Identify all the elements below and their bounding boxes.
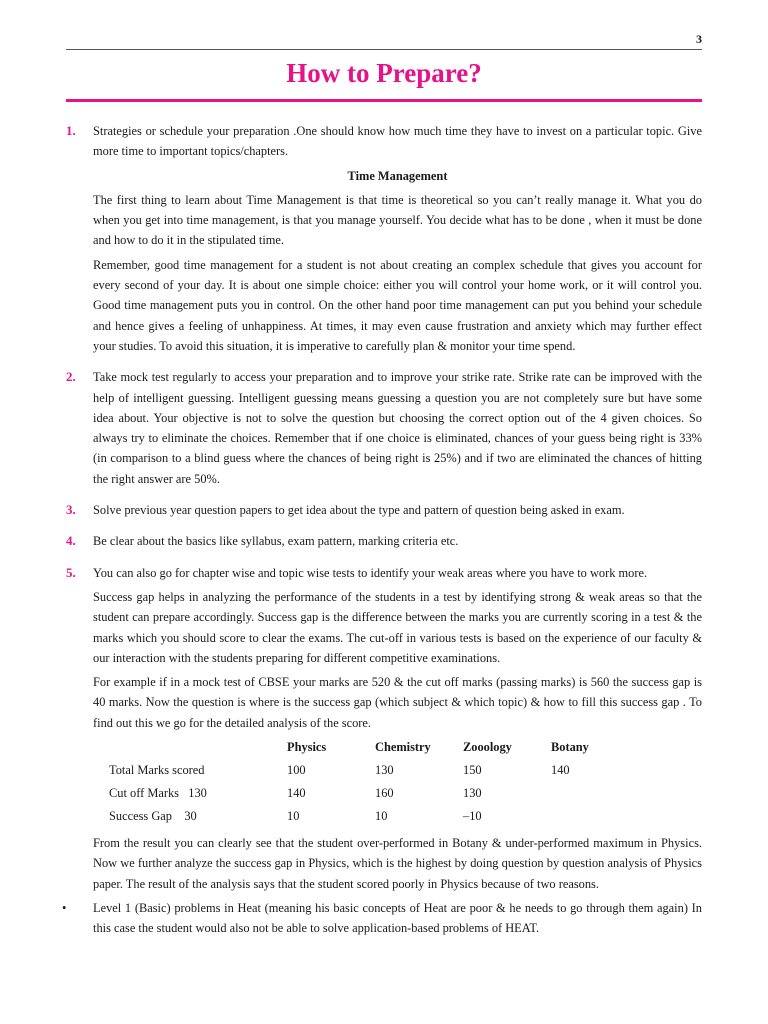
table-cell: –10 — [463, 809, 482, 824]
table-cell: 160 — [375, 786, 394, 801]
table-cell: 140 — [551, 763, 570, 778]
time-management-heading: Time Management — [347, 168, 448, 183]
table-cell: 100 — [287, 763, 306, 778]
list-item-3 — [66, 500, 702, 520]
paragraph: Remember, good time management for a student is not about creating an complex schedule that gives you account for every second of your day. It is about one simple choice: either you will control your home work, or it will control you. Good time management puts you in control. On the other hand poor time management can put you behind your schedule and hence gives a feeling of unhappiness. At times, it may even cause frustration and anxiety which may further effect your studies. To avoid this situation, it is imperative to carefully plan & monitor your time spend. — [93, 257, 702, 353]
table-header — [109, 737, 287, 760]
list-item-1 — [66, 121, 702, 356]
list-item-2 — [66, 367, 702, 489]
table-row — [109, 806, 631, 829]
paragraph: Take mock test regularly to access your preparation and to improve your strike rate. Strike rate can be improved with the help of intelligent guessing. Intelligent guessing means guessing a question you are not completely sure but have some idea about. Your objective is not to solve the question but choosing the correct option out of the 4 given choices. So always try to eliminate the choices. Remember that if one choice is eliminated, chances of your guess being right is 33% (in comparison to a blind guess where the chances of being right is 25%) and if two are eliminated the chances of hitting the right answer are 50%. — [93, 370, 702, 486]
paragraph: The first thing to learn about Time Management is that time is theoretical so you can’t really manage it. What you do when you get into time management, is that you manage yourself. You decide what has to be done , when it must be done and how to do it in the stipulated time. — [93, 192, 702, 248]
paragraph: Be clear about the basics like syllabus, exam pattern, marking criteria etc. — [93, 534, 459, 549]
table-cell — [551, 783, 631, 806]
table-row — [109, 783, 631, 806]
item-number: 2. — [66, 369, 76, 385]
top-divider — [66, 49, 702, 50]
item-number: 3. — [66, 502, 76, 518]
table-header: Zooology — [463, 740, 512, 755]
table-header: Chemistry — [375, 740, 431, 755]
table-header: Physics — [287, 740, 327, 755]
bullet-text: Level 1 (Basic) problems in Heat (meaning his basic concepts of Heat are poor & he needs to go through them again) In this case the student would also not be able to solve application-based problems of HEAT. — [93, 900, 702, 936]
success-gap-table — [109, 737, 631, 829]
paragraph: Solve previous year question papers to get idea about the type and pattern of question being asked in exam. — [93, 503, 625, 518]
page-title: How to Prepare? — [286, 58, 482, 88]
paragraph: You can also go for chapter wise and topic wise tests to identify your weak areas where you have to work more. — [93, 565, 648, 580]
item-number: 1. — [66, 123, 76, 138]
list-item-4 — [66, 531, 702, 551]
table-header-row — [109, 737, 631, 760]
bullet-item — [62, 898, 702, 939]
table-cell: Total Marks scored — [109, 763, 205, 778]
table-cell: 10 — [287, 809, 300, 824]
paragraph: Strategies or schedule your preparation .One should know how much time they have to invest on a particular topic. Give more time to important topics/chapters. — [93, 124, 702, 159]
page-number: 3 — [696, 32, 702, 46]
table-cell: 10 — [375, 809, 388, 824]
paragraph: From the result you can clearly see that the student over-performed in Botany & under-performed maximum in Physics. Now we further analyze the success gap in Physics, which is the highest by doing question by question analysis of Physics paper. The result of the analysis says that the student scored poorly in Physics because of two reasons. — [93, 836, 702, 891]
main-content — [62, 121, 702, 939]
table-cell: Success Gap 30 — [109, 809, 197, 824]
paragraph: Success gap helps in analyzing the performance of the students in a test by identifying strong & weak areas so that the student can prepare accordingly. Success gap is the difference between the marks you are currently scoring in a test & the marks which you should score to clear the exams. The cut-off in various tests is based on the experience of our faculty & our interaction with the students preparing for different competitive examinations. — [93, 589, 702, 665]
table-cell: 130 — [375, 763, 394, 778]
table-row — [109, 760, 631, 783]
table-cell: Cut off Marks 130 — [109, 786, 207, 801]
table-cell — [551, 806, 631, 829]
bullet-icon: • — [62, 900, 67, 915]
table-cell: 130 — [463, 786, 482, 801]
title-divider — [66, 99, 702, 102]
table-cell: 150 — [463, 763, 482, 778]
list-item-5 — [66, 563, 702, 894]
table-cell: 140 — [287, 786, 306, 801]
table-header: Botany — [551, 740, 589, 755]
item-number: 4. — [66, 533, 76, 549]
paragraph: For example if in a mock test of CBSE your marks are 520 & the cut off marks (passing marks) is 560 the success gap is 40 marks. Now the question is where is the success gap (which subject & which topic) & how to fill this success gap . To find out this we go for the detailed analysis of the score. — [93, 675, 702, 730]
item-number: 5. — [66, 564, 76, 580]
